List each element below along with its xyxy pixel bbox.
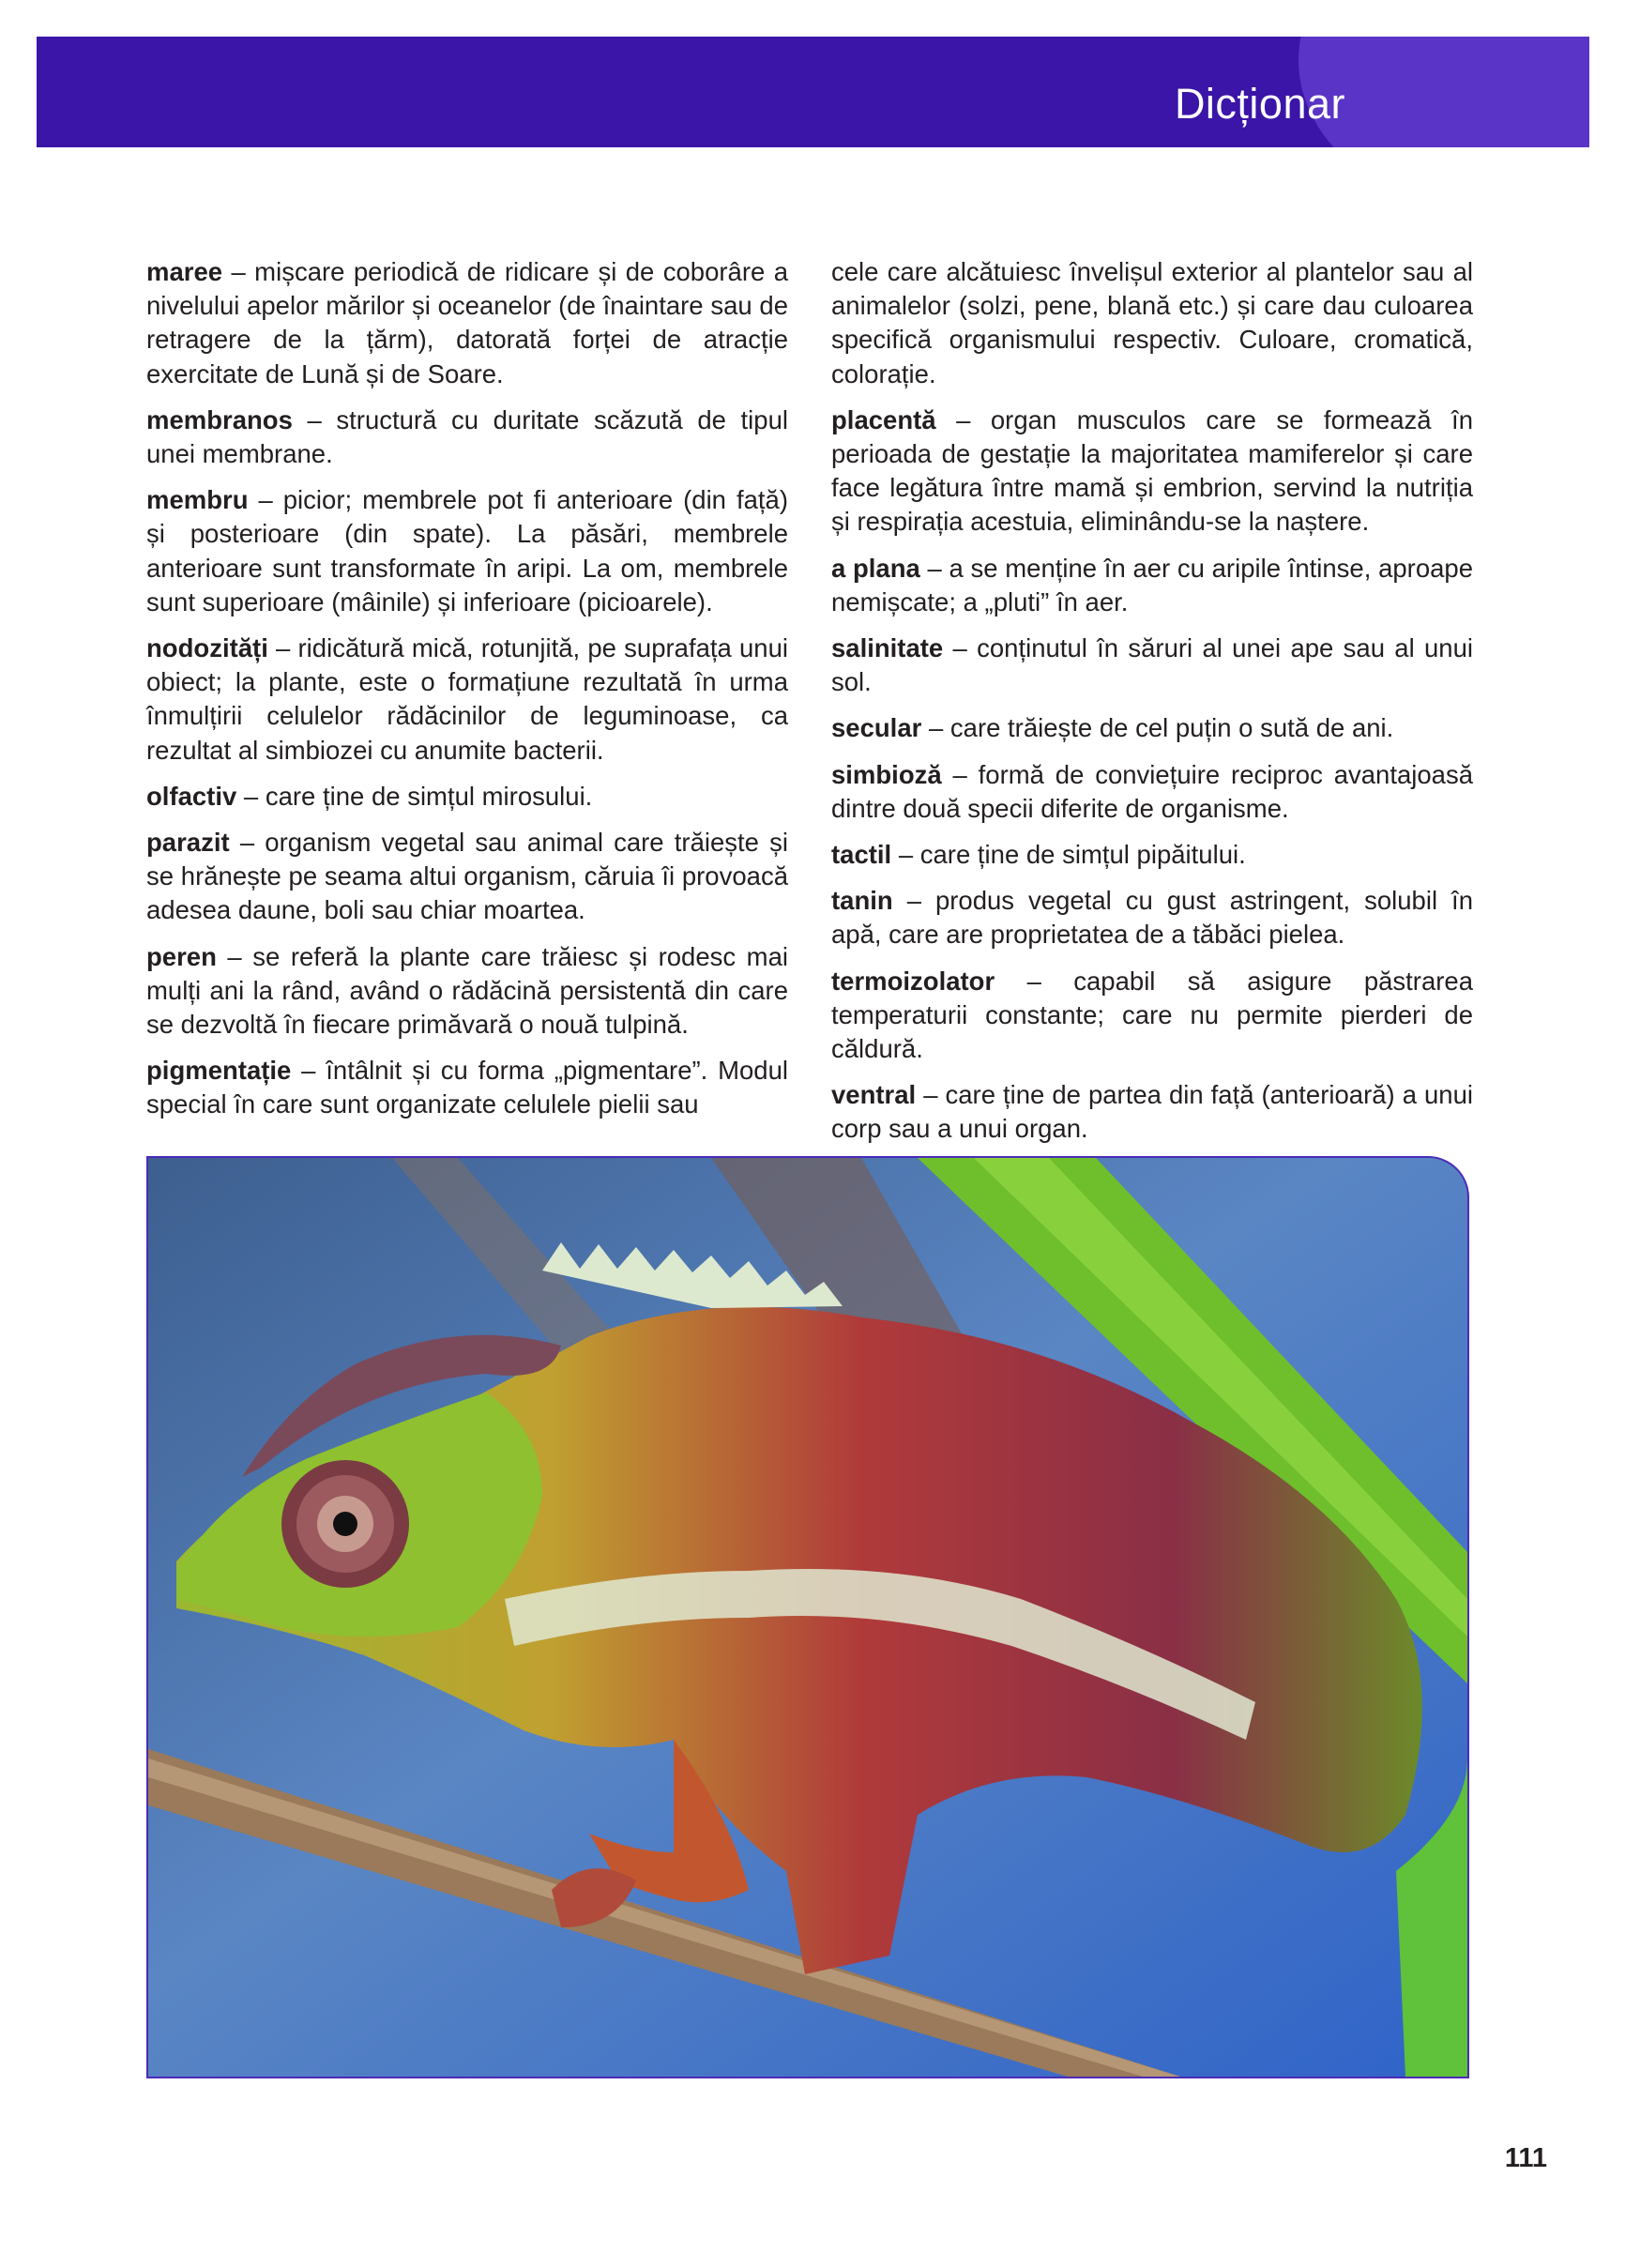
glossary-entry xyxy=(831,965,1473,1067)
glossary-definition: – care ține de simțul pipăitului. xyxy=(891,840,1246,870)
glossary-entry xyxy=(146,1054,788,1121)
glossary-term: pigmentație xyxy=(146,1056,292,1086)
glossary-definition: – întâlnit și cu forma „pigmentare”. Modul special în care sunt organizate celulele pielii sau xyxy=(146,1056,788,1119)
glossary-entry xyxy=(831,884,1473,951)
glossary-right-column xyxy=(831,255,1473,1159)
glossary-definition: – a se menține în aer cu aripile întinse, aproape nemișcate; a „pluti” în aer. xyxy=(831,553,1473,616)
glossary-term: ventral xyxy=(831,1080,917,1110)
glossary-term: membru xyxy=(146,485,249,515)
glossary-entry xyxy=(831,1078,1473,1146)
glossary-definition: – formă de conviețuire reciproc avantajoasă dintre două specii diferite de organisme. xyxy=(831,759,1473,823)
glossary-definition: – care ține de partea din față (anterioară) a unui corp sau a unui organ. xyxy=(831,1080,1473,1144)
glossary-definition: – organ musculos care se formează în perioada de gestație la majoritatea mamiferelor și care face legătura între mamă și embrion, servind la nutriția și respirația acestuia, eliminându-se la naștere. xyxy=(831,404,1473,537)
glossary-entry xyxy=(146,826,788,928)
glossary-entry xyxy=(146,255,788,391)
chapter-header-bar xyxy=(37,37,1589,147)
glossary-term: a plana xyxy=(831,553,920,583)
glossary-entry xyxy=(146,940,788,1043)
glossary-entry xyxy=(831,403,1473,540)
glossary-definition: – structură cu duritate scăzută de tipul unei membrane. xyxy=(146,404,788,469)
glossary-definition: – se referă la plante care trăiesc și rodesc mai mulți ani la rând, având o rădăcină persistentă din care se dezvoltă în fiecare primăvară o nouă tulpină. xyxy=(146,941,788,1040)
glossary-definition: – capabil să asigure păstrarea temperaturii constante; care nu permite pierderi de căldură. xyxy=(831,966,1473,1064)
glossary-continuation-text: cele care alcătuiesc învelișul exterior al plantelor sau al animalelor (solzi, pene, blană etc.) și care dau culoarea specifică organismului respectiv. Culoare, cromatică, colorație. xyxy=(831,257,1473,388)
glossary-entry xyxy=(146,780,788,814)
glossary-definition: – ridicătură mică, rotunjită, pe suprafața unui obiect; la plante, este o formațiune rezultată în urma înmulțirii celulelor rădăcinilor de leguminoase, ca rezultat al simbiozei cu anumite bacterii. xyxy=(146,633,788,765)
glossary-entry xyxy=(146,632,788,768)
glossary-definition: – care trăiește de cel puțin o sută de ani. xyxy=(921,713,1394,743)
glossary-definition: – organism vegetal sau animal care trăiește și se hrănește pe seama altui organism, căruia îi provoacă adesea daune, boli sau chiar moartea. xyxy=(146,828,788,925)
glossary-definition: – mișcare periodică de ridicare și de coborâre a nivelului apelor mărilor și oceanelor (de înaintare sau de retragere de la țărm), datorată forței de atracție exercitate de Lună și de Soare. xyxy=(146,257,788,388)
glossary-definition: – produs vegetal cu gust astringent, solubil în apă, care are proprietatea de a tăbăci pielea. xyxy=(831,886,1473,950)
glossary-term: tanin xyxy=(831,886,893,916)
glossary-term: membranos xyxy=(146,404,293,434)
glossary-term: maree xyxy=(146,257,223,286)
glossary-term: tactil xyxy=(831,840,892,870)
glossary-term: termoizolator xyxy=(831,966,995,996)
glossary-definition: – picior; membrele pot fi anterioare (din față) și posterioare (din spate). La păsări, membrele anterioare sunt transformate în aripi. La om, membrele sunt superioare (mâinile) și inferioare (picioarele). xyxy=(146,485,788,616)
glossary-entry xyxy=(146,483,788,619)
chameleon-photo xyxy=(146,1156,1469,2078)
glossary-entry xyxy=(831,552,1473,619)
glossary-entry xyxy=(831,838,1473,872)
page-number: 111 xyxy=(1504,2143,1547,2173)
glossary-definition: – conținutul în săruri al unei ape sau al unui sol. xyxy=(831,633,1473,697)
glossary-entry xyxy=(146,403,788,471)
glossary-term: peren xyxy=(146,941,217,971)
glossary-left-column xyxy=(146,255,788,1134)
glossary-term: nodozități xyxy=(146,633,268,663)
glossary-term: salinitate xyxy=(831,633,944,663)
glossary-entry xyxy=(831,632,1473,699)
glossary-term: secular xyxy=(831,713,922,743)
glossary-term: parazit xyxy=(146,828,230,858)
glossary-term: olfactiv xyxy=(146,781,237,811)
glossary-entry xyxy=(831,758,1473,826)
glossary-term: simbioză xyxy=(831,759,942,789)
glossary-entry xyxy=(831,711,1473,745)
chapter-title: Dicționar xyxy=(1174,80,1345,128)
glossary-definition: – care ține de simțul mirosului. xyxy=(236,781,593,811)
glossary-term: placentă xyxy=(831,404,936,434)
